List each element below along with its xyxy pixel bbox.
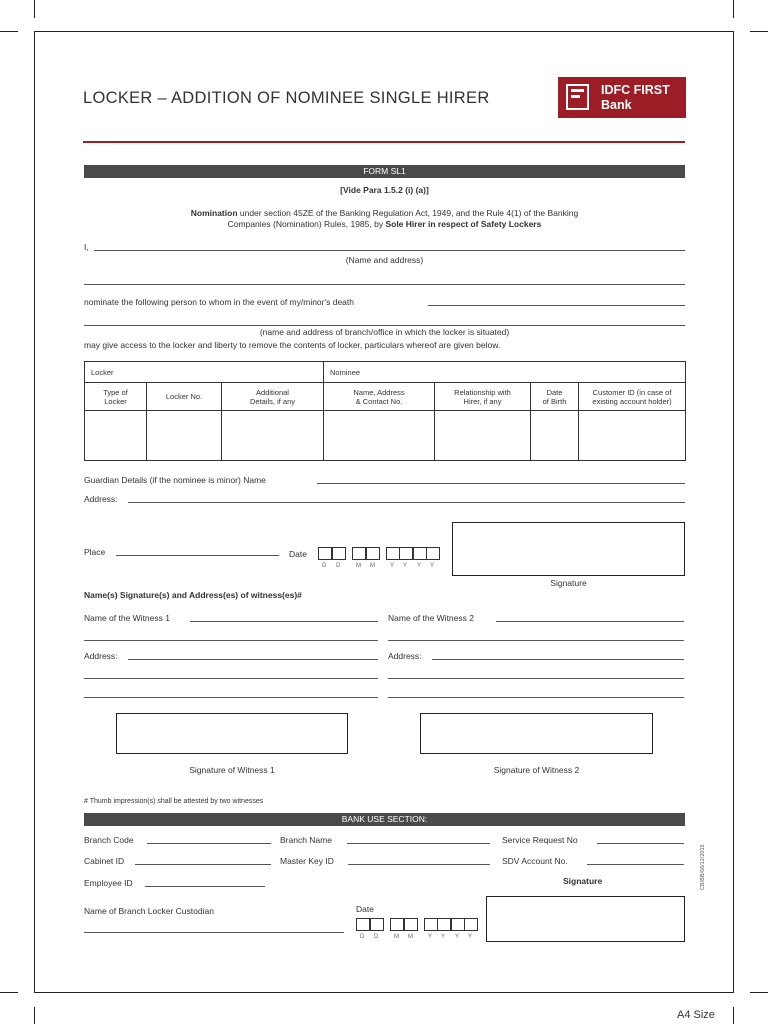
witness2-name-field[interactable] xyxy=(496,621,684,622)
header-text: existing account holder) xyxy=(592,396,672,406)
date-fmt: Y xyxy=(403,563,408,569)
col-header-locker-no xyxy=(147,383,222,411)
custodian-field[interactable] xyxy=(84,932,344,933)
branch-name-label: Branch Name xyxy=(280,835,332,845)
nominee-field[interactable] xyxy=(428,305,685,306)
branch-field[interactable] xyxy=(84,325,685,326)
nominee-group-header: Nominee xyxy=(324,362,686,383)
thumb-note: # Thumb impression(s) shall be attested by two witnesses xyxy=(84,798,264,805)
witness1-address-label: Address: xyxy=(84,651,118,661)
header-text: & Contact No. xyxy=(355,396,403,406)
nomination-bold: Nomination xyxy=(190,208,238,218)
master-key-label: Master Key ID xyxy=(280,856,334,866)
bank-date-box-m2[interactable] xyxy=(404,918,418,931)
witness2-address-line2[interactable] xyxy=(388,678,684,679)
witness1-address-line3[interactable] xyxy=(84,697,378,698)
access-text: may give access to the locker and liberty to remove the contents of locker, particulars whereof are given below. xyxy=(84,340,501,350)
crop-mark xyxy=(34,0,35,18)
nomination-text1: under section 45ZE of the Banking Regulation Act, 1949, and the Rule 4(1) of the Banking xyxy=(237,208,579,218)
date-fmt: D xyxy=(336,563,341,569)
bank-date-fmt: D xyxy=(374,934,379,940)
witness2-label: Name of the Witness 2 xyxy=(388,613,474,623)
guardian-address-field[interactable] xyxy=(128,502,685,503)
page-size-label: A4 Size xyxy=(677,1009,715,1021)
form-sl1-bar: FORM SL1 xyxy=(84,165,685,178)
witness1-line[interactable] xyxy=(84,640,378,641)
bank-date-fmt: Y xyxy=(468,934,473,940)
date-box-y4[interactable] xyxy=(426,547,440,560)
bank-date-box-y3[interactable] xyxy=(451,918,465,931)
bank-date-fmt: M xyxy=(394,934,400,940)
witness2-address-field[interactable] xyxy=(432,659,684,660)
place-field[interactable] xyxy=(116,555,279,556)
nomination-text2: Companies (Nomination) Rules, 1985, by xyxy=(227,219,386,229)
locker-group-header: Locker xyxy=(85,362,324,383)
col-header-name-address xyxy=(324,383,435,411)
col-header-dob xyxy=(531,383,579,411)
crop-mark xyxy=(34,1007,35,1024)
date-box-y1[interactable] xyxy=(386,547,400,560)
branch-code-field[interactable] xyxy=(147,843,271,844)
header-text: Locker xyxy=(104,396,127,406)
cell-type[interactable] xyxy=(85,411,147,461)
form-code: CB/BB/56/12/2015 xyxy=(700,844,706,890)
hirer-address-field[interactable] xyxy=(84,284,685,285)
date-box-d1[interactable] xyxy=(318,547,332,560)
witness1-address-line2[interactable] xyxy=(84,678,378,679)
witness2-address-label: Address: xyxy=(388,651,422,661)
date-fmt: Y xyxy=(390,563,395,569)
witness1-signature-label: Signature of Witness 1 xyxy=(189,765,275,775)
date-fmt: Y xyxy=(430,563,435,569)
nomination-line2 xyxy=(84,219,685,229)
witness2-signature-label: Signature of Witness 2 xyxy=(493,765,580,775)
sdv-account-label: SDV Account No. xyxy=(502,856,568,866)
bank-signature-box[interactable] xyxy=(486,896,685,942)
custodian-label: Name of Branch Locker Custodian xyxy=(84,906,214,916)
header-divider xyxy=(83,141,685,143)
bank-date-label: Date xyxy=(356,904,374,914)
date-fmt: Y xyxy=(417,563,422,569)
guardian-label: Guardian Details (if the nominee is minor) Name xyxy=(84,475,266,485)
cell-locker-no[interactable] xyxy=(147,411,222,461)
hirer-name-field[interactable] xyxy=(94,250,685,251)
bank-signature-label: Signature xyxy=(563,876,603,886)
branch-name-field[interactable] xyxy=(347,843,490,844)
col-header-customer-id xyxy=(579,383,686,411)
witness1-signature-box[interactable] xyxy=(116,713,348,754)
date-fmt: M xyxy=(356,563,362,569)
nominee-table xyxy=(84,361,686,461)
vide-para: [Vide Para 1.5.2 (i) (a)] xyxy=(340,185,429,195)
form-title: LOCKER – ADDITION OF NOMINEE SINGLE HIRER xyxy=(83,89,490,107)
bank-date-box-d1[interactable] xyxy=(356,918,370,931)
nomination-line1 xyxy=(84,208,685,218)
bank-date-fmt: Y xyxy=(455,934,460,940)
crop-mark xyxy=(750,992,768,993)
employee-id-field[interactable] xyxy=(145,886,265,887)
witness1-label: Name of the Witness 1 xyxy=(84,613,170,623)
bank-date-fmt: M xyxy=(408,934,414,940)
bank-date-box-m1[interactable] xyxy=(390,918,404,931)
header-text: Details, if any xyxy=(249,396,296,406)
date-box-y3[interactable] xyxy=(413,547,427,560)
col-header-additional xyxy=(222,383,324,411)
crop-mark xyxy=(0,992,18,993)
header-text: Hirer, if any xyxy=(463,396,502,406)
cell-dob[interactable] xyxy=(531,411,579,461)
branch-code-label: Branch Code xyxy=(84,835,134,845)
bank-date-box-d2[interactable] xyxy=(370,918,384,931)
logo-line1: IDFC FIRST xyxy=(601,83,670,97)
crop-mark xyxy=(733,1007,734,1024)
cell-name-address[interactable] xyxy=(324,411,435,461)
header-text: Name, Address xyxy=(353,387,405,397)
header-text: Customer ID (in case of xyxy=(592,387,672,397)
cell-relationship[interactable] xyxy=(435,411,531,461)
bank-date-fmt: Y xyxy=(441,934,446,940)
header-text: Additional xyxy=(256,387,289,397)
guardian-name-field[interactable] xyxy=(317,483,685,484)
nominate-text: nominate the following person to whom in the event of my/minor's death xyxy=(84,297,354,307)
guardian-address-label: Address: xyxy=(84,494,118,504)
bank-date-fmt: Y xyxy=(428,934,433,940)
master-key-field[interactable] xyxy=(348,864,490,865)
crop-mark xyxy=(0,31,18,32)
sdv-account-field[interactable] xyxy=(587,864,684,865)
bank-date-box-y2[interactable] xyxy=(437,918,451,931)
i-label: I, xyxy=(84,242,89,252)
logo-line2: Bank xyxy=(601,98,632,112)
col-header-type xyxy=(85,383,147,411)
sole-hirer-bold: Sole Hirer in respect of Safety Lockers xyxy=(385,219,542,229)
header-text: Type of xyxy=(103,387,128,397)
witness-heading: Name(s) Signature(s) and Address(es) of witness(es)# xyxy=(84,590,302,600)
service-request-label: Service Request No xyxy=(502,835,578,845)
cell-additional[interactable] xyxy=(222,411,324,461)
bank-date-box-y1[interactable] xyxy=(424,918,438,931)
date-box-y2[interactable] xyxy=(399,547,413,560)
witness2-signature-box[interactable] xyxy=(420,713,653,754)
hirer-signature-box[interactable] xyxy=(452,522,685,576)
cabinet-id-label: Cabinet ID xyxy=(84,856,125,866)
witness2-line[interactable] xyxy=(388,640,684,641)
branch-caption: (name and address of branch/office in which the locker is situated) xyxy=(259,327,510,337)
hirer-signature-label: Signature xyxy=(550,578,587,588)
bank-use-bar: BANK USE SECTION: xyxy=(84,813,685,826)
employee-id-label: Employee ID xyxy=(84,878,133,888)
col-header-relationship xyxy=(435,383,531,411)
witness1-name-field[interactable] xyxy=(190,621,378,622)
header-text: Date xyxy=(546,387,563,397)
header-text: Relationship with xyxy=(454,387,511,397)
name-address-caption: (Name and address) xyxy=(345,255,424,265)
service-request-field[interactable] xyxy=(597,843,684,844)
date-box-m2[interactable] xyxy=(366,547,380,560)
bank-date-box-y4[interactable] xyxy=(464,918,478,931)
date-fmt: M xyxy=(370,563,376,569)
witness1-address-field[interactable] xyxy=(128,659,378,660)
header-text: Locker No. xyxy=(165,392,203,401)
logo-icon xyxy=(566,84,589,110)
cabinet-id-field[interactable] xyxy=(135,864,271,865)
crop-mark xyxy=(733,0,734,18)
bank-date-fmt: D xyxy=(360,934,365,940)
witness2-address-line3[interactable] xyxy=(388,697,684,698)
date-label: Date xyxy=(289,549,307,559)
header-text: of Birth xyxy=(542,396,567,406)
date-box-d2[interactable] xyxy=(332,547,346,560)
cell-customer-id[interactable] xyxy=(579,411,686,461)
bank-logo xyxy=(558,77,686,118)
date-box-m1[interactable] xyxy=(352,547,366,560)
place-label: Place xyxy=(84,547,106,557)
crop-mark xyxy=(750,31,768,32)
date-fmt: D xyxy=(322,563,327,569)
